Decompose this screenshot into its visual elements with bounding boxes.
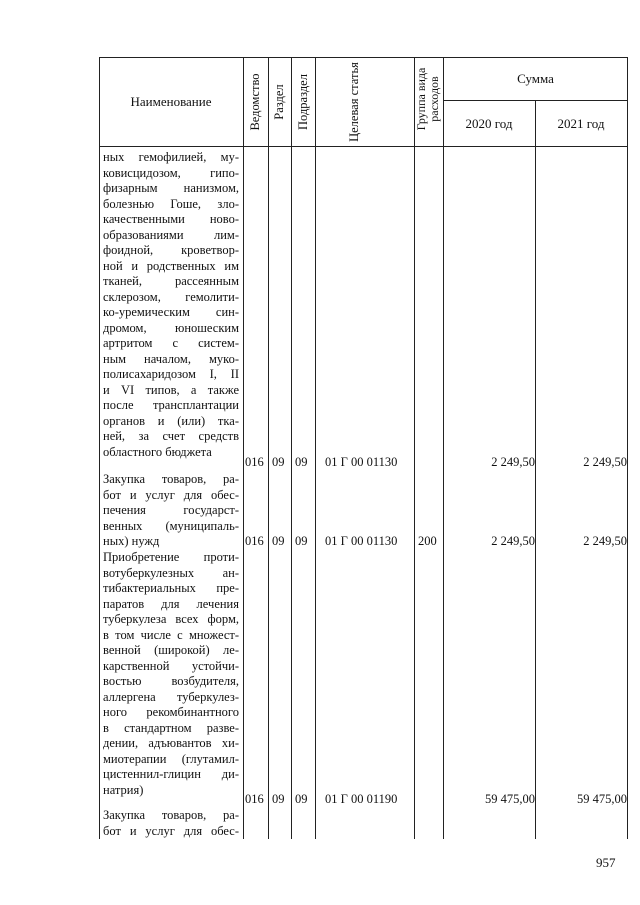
row-1-line: дромом, юношеским [103,320,239,335]
row-4-line: Закупка товаров, ра- [103,808,239,822]
row-1-line: органов и (или) тка- [103,413,239,428]
row-3-amount-2021: 59 475,00 [577,792,627,806]
row-2-line: Закупка товаров, ра- [103,472,239,486]
header-department: Ведомство [248,73,262,131]
row-1-line: ных гемофилией, му- [103,150,239,164]
row-1-line: ной и родственных им [103,258,239,273]
row-1-line: образованиями лим- [103,227,239,242]
row-4-line: бот и услуг для обес- [103,823,239,838]
row-1-section: 09 [272,455,285,469]
row-3-subsection: 09 [295,792,308,806]
row-3-line: паратов для лечения [103,596,239,611]
header-expense-group-text: Группа вида расходов [414,67,441,131]
header-section: Раздел [272,84,286,120]
row-3-dept: 016 [245,792,264,806]
row-3-line: цистеннил-глицин ди- [103,767,239,781]
col-divider [414,57,415,839]
row-1-line: ко-уремическим син- [103,305,239,319]
row-3-description [103,550,239,798]
row-1-line: фоидной, кроветвор- [103,243,239,257]
row-1-line: физарным нанизмом, [103,181,239,195]
header-target-item [347,47,375,157]
header-expense-group [415,44,443,154]
row-2-line: ных) нужд [103,534,160,548]
row-1-line: тканей, рассеянным [103,274,239,288]
header-subsection: Подраздел [296,74,310,130]
row-3-line: аллергена туберкулез- [103,689,239,704]
col-divider [535,100,536,839]
row-3-line: в том числе с множест- [103,627,239,642]
row-1-dept: 016 [245,455,264,469]
col-divider [291,57,292,839]
row-2-line: печения государст- [103,503,239,517]
row-2-target: 01 Г 00 01130 [325,534,398,548]
col-divider [268,57,269,839]
header-year-2020: 2020 год [465,116,513,131]
row-2-section: 09 [272,534,285,548]
col-divider [315,57,316,839]
row-2-description [103,472,239,550]
header-name: Наименование [130,94,212,109]
row-1-line: болезнью Гоше, зло- [103,196,239,211]
row-1-amount-2021: 2 249,50 [583,455,627,469]
row-1-subsection: 09 [295,455,308,469]
table-border-left [99,57,100,839]
row-3-line: туберкулеза всех форм, [103,612,239,626]
row-1-line: артритом с систем- [103,336,239,350]
row-1-description [103,150,239,460]
row-3-line: ного рекомбинантного [103,705,239,719]
header-sum: Сумма [517,71,554,86]
row-1-amount-2020: 2 249,50 [491,455,535,469]
row-3-line: Приобретение проти- [103,550,239,564]
header-target-item-text: Целевая статья [347,62,361,142]
row-3-line: востью возбудителя, [103,674,239,688]
row-1-line: и VI типов, а также [103,382,239,397]
row-3-line: натрия) [103,782,144,797]
col-divider [243,57,244,839]
row-1-line: ковисцидозом, гипо- [103,165,239,180]
header-year-2021: 2021 год [557,116,605,131]
row-2-amount-2021: 2 249,50 [583,534,627,548]
row-3-line: вотуберкулезных ан- [103,565,239,580]
sum-subheader-line [443,100,628,101]
table-border-right [627,57,628,839]
row-1-line: полисахаридозом I, II [103,367,239,381]
row-1-line: областного бюджета [103,444,212,459]
row-2-amount-2020: 2 249,50 [491,534,535,548]
row-3-line: дении, адъювантов хи- [103,736,239,750]
row-1-line: ным началом, муко- [103,351,239,366]
row-1-line: склерозом, гемолити- [103,289,239,304]
row-3-section: 09 [272,792,285,806]
row-2-subsection: 09 [295,534,308,548]
row-2-group: 200 [418,534,437,548]
row-3-line: тибактериальных пре- [103,581,239,595]
row-3-line: венной (широкой) ле- [103,643,239,657]
row-3-amount-2020: 59 475,00 [485,792,535,806]
col-divider [443,57,444,839]
row-3-line: карственной устойчи- [103,658,239,673]
row-2-dept: 016 [245,534,264,548]
page-number: 957 [596,855,616,870]
row-2-line: бот и услуг для обес- [103,487,239,502]
row-3-line: в стандартном разве- [103,720,239,735]
row-1-target: 01 Г 00 01130 [325,455,398,469]
row-2-line: венных (муниципаль- [103,518,239,533]
row-1-line: качественными ново- [103,212,239,226]
row-1-line: ней, за счет средств [103,429,239,443]
row-3-line: миотерапии (глутамил- [103,751,239,766]
row-4-description [103,808,239,839]
row-3-target: 01 Г 00 01190 [325,792,398,806]
row-1-line: после трансплантации [103,398,239,412]
